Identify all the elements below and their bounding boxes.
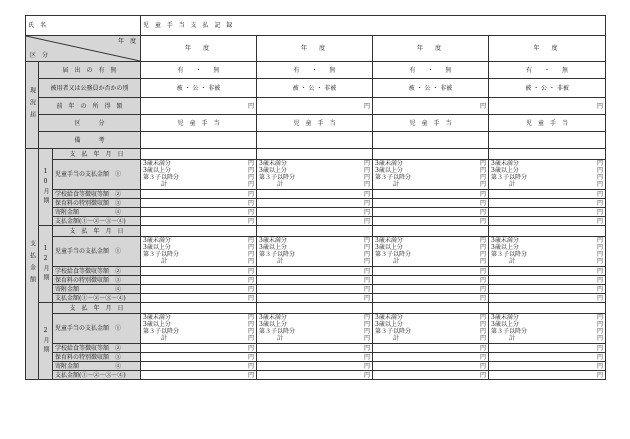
allowance-cell[interactable] (489, 160, 606, 190)
allowance-sub-label: 3歳未満分 (143, 314, 171, 321)
yen-unit: 円 (363, 328, 370, 335)
allowance-sub-label: 3歳以上分 (143, 321, 171, 328)
allowance-sub-label: 3歳未満分 (491, 237, 519, 244)
yen-unit: 円 (597, 314, 604, 321)
deduction-label: 保育料の特別徴収額 ③ (53, 199, 141, 208)
period-month: 2 (42, 327, 49, 337)
allowance-total-label: 計 (393, 181, 400, 188)
yen-unit: 円 (479, 167, 486, 174)
deduction-cell[interactable]: 円 (257, 217, 373, 226)
allowance-sub-label: 第３子以降分 (491, 328, 528, 335)
yen-unit: 円 (247, 328, 254, 335)
period-month: 12 (42, 245, 49, 265)
allowance-sub-label: 3歳未満分 (375, 314, 403, 321)
yen-unit: 円 (363, 237, 370, 244)
period-label (39, 226, 53, 303)
deduction-cell[interactable]: 円 (257, 294, 373, 303)
name-label: 氏 名 (26, 16, 141, 36)
yen-unit: 円 (363, 181, 370, 188)
deduction-label: 寄附金額 ④ (53, 285, 141, 294)
status-row-value[interactable]: 円 (141, 98, 257, 115)
deduction-cell[interactable]: 円 (373, 190, 489, 199)
deduction-cell[interactable]: 円 (257, 208, 373, 217)
status-row-value[interactable]: 有 ・ 無 (141, 62, 257, 79)
deduction-cell[interactable]: 円 (489, 199, 606, 208)
category-label: 区 分 (30, 52, 49, 59)
allowance-cell[interactable] (141, 160, 257, 190)
year-cell[interactable]: 年 度 (257, 36, 373, 62)
deduction-cell[interactable]: 円 (257, 267, 373, 276)
yen-unit: 円 (479, 314, 486, 321)
deduction-label: 支払金額(①－②－③－④) (53, 217, 141, 226)
allowance-sub-label: 第３子以降分 (491, 174, 528, 181)
allowance-sub-label: 3歳未満分 (375, 237, 403, 244)
status-row-value[interactable] (373, 132, 489, 149)
yen-unit: 円 (479, 335, 486, 342)
allowance-sub-label: 第３子以降分 (259, 174, 296, 181)
yen-unit: 円 (247, 321, 254, 328)
allowance-total-label: 計 (161, 335, 168, 342)
deduction-cell[interactable]: 円 (373, 344, 489, 353)
allowance-total-label: 計 (509, 258, 516, 265)
allowance-sub-label: 3歳以上分 (143, 167, 171, 174)
allowance-total-label: 計 (393, 258, 400, 265)
period-suffix: 月期 (42, 188, 49, 206)
payment-date-label: 支 払 年 月 日 (53, 303, 141, 314)
status-row-value[interactable]: 児 童 手 当 (489, 115, 606, 132)
allowance-cell[interactable] (489, 314, 606, 344)
allowance-sub-label: 第３子以降分 (143, 328, 180, 335)
deduction-label: 学校給食等徴収等額 ② (53, 190, 141, 199)
deduction-cell[interactable]: 円 (489, 285, 606, 294)
deduction-cell[interactable]: 円 (141, 344, 257, 353)
payment-date-cell[interactable] (141, 149, 257, 160)
allowance-sub-label: 3歳未満分 (259, 237, 287, 244)
deduction-label: 保育料の特別徴収額 ③ (53, 276, 141, 285)
status-row-label: 被用者又は公務員か否かの別 (39, 79, 141, 98)
yen-unit: 円 (479, 237, 486, 244)
allowance-sub-label: 3歳未満分 (259, 160, 287, 167)
deduction-cell[interactable]: 円 (257, 344, 373, 353)
allowance-sub-label: 3歳未満分 (259, 314, 287, 321)
allowance-label: 児童手当の支払金額 ① (53, 160, 141, 190)
yen-unit: 円 (597, 244, 604, 251)
payment-date-label: 支 払 年 月 日 (53, 149, 141, 160)
deduction-cell[interactable]: 円 (489, 276, 606, 285)
yen-unit: 円 (479, 328, 486, 335)
allowance-cell[interactable] (257, 160, 373, 190)
allowance-sub-label: 3歳未満分 (491, 160, 519, 167)
allowance-sub-label: 3歳以上分 (259, 321, 287, 328)
allowance-sub-label: 第３子以降分 (375, 251, 412, 258)
yen-unit: 円 (479, 258, 486, 265)
payment-date-cell[interactable] (257, 149, 373, 160)
deduction-cell[interactable]: 円 (257, 371, 373, 380)
payment-record-table (25, 15, 606, 380)
yen-unit: 円 (363, 314, 370, 321)
payment-date-label: 支 払 年 月 日 (53, 226, 141, 237)
deduction-cell[interactable]: 円 (141, 276, 257, 285)
allowance-sub-label: 第３子以降分 (375, 174, 412, 181)
payment-date-cell[interactable] (373, 149, 489, 160)
yen-unit: 円 (247, 160, 254, 167)
status-row-value[interactable] (489, 132, 606, 149)
deduction-label: 支払金額(①－②－③－④) (53, 371, 141, 380)
deduction-cell[interactable]: 円 (373, 285, 489, 294)
deduction-cell[interactable]: 円 (257, 199, 373, 208)
deduction-cell[interactable]: 円 (141, 217, 257, 226)
allowance-sub-label: 3歳以上分 (491, 167, 519, 174)
allowance-label: 児童手当の支払金額 ① (53, 314, 141, 344)
allowance-sub-label: 3歳以上分 (259, 167, 287, 174)
yen-unit: 円 (597, 181, 604, 188)
status-row-value[interactable]: 円 (373, 98, 489, 115)
yen-unit: 円 (363, 167, 370, 174)
deduction-cell[interactable]: 円 (141, 362, 257, 371)
deduction-cell[interactable]: 円 (489, 294, 606, 303)
status-row-value[interactable]: 円 (489, 98, 606, 115)
allowance-total-label: 計 (161, 181, 168, 188)
allowance-total-label: 計 (277, 181, 284, 188)
allowance-sub-label: 3歳未満分 (491, 314, 519, 321)
allowance-cell[interactable] (257, 237, 373, 267)
allowance-cell[interactable] (373, 314, 489, 344)
status-row-value[interactable]: 被 ・ 公 ・ 非被 (373, 79, 489, 98)
status-row-value[interactable]: 児 童 手 当 (141, 115, 257, 132)
payment-record-sheet (25, 15, 605, 414)
deduction-label: 支払金額(①－②－③－④) (53, 294, 141, 303)
deduction-cell[interactable]: 円 (141, 285, 257, 294)
allowance-label: 児童手当の支払金額 ① (53, 237, 141, 267)
deduction-cell[interactable]: 円 (489, 353, 606, 362)
deduction-cell[interactable]: 円 (257, 190, 373, 199)
allowance-total-label: 計 (277, 258, 284, 265)
yen-unit: 円 (247, 237, 254, 244)
deduction-cell[interactable]: 円 (373, 208, 489, 217)
yen-unit: 円 (363, 258, 370, 265)
allowance-sub-label: 3歳以上分 (375, 167, 403, 174)
yen-unit: 円 (363, 335, 370, 342)
period-suffix: 月期 (42, 337, 49, 355)
payment-date-cell[interactable] (257, 303, 373, 314)
period-label (39, 303, 53, 380)
period-suffix: 月期 (42, 265, 49, 283)
yen-unit: 円 (597, 251, 604, 258)
yen-unit: 円 (479, 181, 486, 188)
yen-unit: 円 (597, 321, 604, 328)
status-row-value[interactable]: 児 童 手 当 (257, 115, 373, 132)
yen-unit: 円 (597, 167, 604, 174)
payment-date-cell[interactable] (373, 226, 489, 237)
allowance-sub-label: 第３子以降分 (143, 174, 180, 181)
payment-date-cell[interactable] (489, 226, 606, 237)
year-cell[interactable]: 年 度 (489, 36, 606, 62)
allowance-sub-label: 第３子以降分 (375, 328, 412, 335)
yen-unit: 円 (363, 244, 370, 251)
allowance-cell[interactable] (141, 314, 257, 344)
yen-unit: 円 (597, 328, 604, 335)
yen-unit: 円 (363, 174, 370, 181)
deduction-label: 寄附金額 ④ (53, 362, 141, 371)
yen-unit: 円 (363, 251, 370, 258)
status-row-value[interactable]: 円 (257, 98, 373, 115)
allowance-sub-label: 3歳未満分 (143, 160, 171, 167)
yen-unit: 円 (479, 174, 486, 181)
deduction-cell[interactable]: 円 (373, 217, 489, 226)
deduction-label: 学校給食等徴収等額 ② (53, 267, 141, 276)
yen-unit: 円 (247, 335, 254, 342)
yen-unit: 円 (247, 167, 254, 174)
deduction-cell[interactable]: 円 (141, 353, 257, 362)
deduction-cell[interactable]: 円 (141, 294, 257, 303)
form-title: 児 童 手 当 支 払 記 録 (141, 16, 606, 36)
yen-unit: 円 (247, 181, 254, 188)
deduction-cell[interactable]: 円 (489, 208, 606, 217)
status-row-value[interactable]: 有 ・ 無 (373, 62, 489, 79)
allowance-sub-label: 3歳未満分 (143, 237, 171, 244)
yen-unit: 円 (363, 160, 370, 167)
allowance-total-label: 計 (509, 335, 516, 342)
payment-date-cell[interactable] (141, 303, 257, 314)
allowance-sub-label: 3歳以上分 (375, 244, 403, 251)
yen-unit: 円 (479, 160, 486, 167)
yen-unit: 円 (597, 174, 604, 181)
yen-unit: 円 (247, 244, 254, 251)
deduction-cell[interactable]: 円 (489, 267, 606, 276)
deduction-cell[interactable]: 円 (489, 371, 606, 380)
deduction-cell[interactable]: 円 (257, 362, 373, 371)
deduction-label: 寄附金額 ④ (53, 208, 141, 217)
allowance-sub-label: 3歳以上分 (375, 321, 403, 328)
deduction-cell[interactable]: 円 (373, 294, 489, 303)
payment-date-cell[interactable] (373, 303, 489, 314)
deduction-cell[interactable]: 円 (373, 362, 489, 371)
allowance-total-label: 計 (509, 181, 516, 188)
allowance-cell[interactable] (489, 237, 606, 267)
yen-unit: 円 (597, 335, 604, 342)
period-label (39, 149, 53, 226)
allowance-sub-label: 第３子以降分 (259, 251, 296, 258)
deduction-cell[interactable]: 円 (373, 276, 489, 285)
allowance-sub-label: 3歳以上分 (259, 244, 287, 251)
deduction-cell[interactable]: 円 (141, 199, 257, 208)
payment-date-cell[interactable] (141, 226, 257, 237)
yen-unit: 円 (597, 160, 604, 167)
status-row-label: 備 考 (39, 132, 141, 149)
allowance-sub-label: 3歳以上分 (491, 244, 519, 251)
allowance-cell[interactable] (257, 314, 373, 344)
status-row-value[interactable] (257, 132, 373, 149)
year-category-header (26, 36, 141, 62)
yen-unit: 円 (479, 321, 486, 328)
payment-date-cell[interactable] (489, 149, 606, 160)
deduction-cell[interactable]: 円 (373, 199, 489, 208)
yen-unit: 円 (479, 244, 486, 251)
yen-unit: 円 (247, 251, 254, 258)
deduction-cell[interactable]: 円 (489, 344, 606, 353)
deduction-cell[interactable]: 円 (257, 285, 373, 294)
deduction-cell[interactable]: 円 (141, 371, 257, 380)
allowance-cell[interactable] (373, 237, 489, 267)
deduction-cell[interactable]: 円 (373, 371, 489, 380)
allowance-total-label: 計 (393, 335, 400, 342)
period-month: 10 (42, 168, 49, 188)
status-row-label: 区 分 (39, 115, 141, 132)
status-row-value[interactable]: 有 ・ 無 (257, 62, 373, 79)
payment-date-cell[interactable] (489, 303, 606, 314)
status-row-label: 前 年 の 所 得 額 (39, 98, 141, 115)
status-row-value[interactable]: 被 ・ 公 ・ 非被 (489, 79, 606, 98)
deduction-cell[interactable]: 円 (489, 362, 606, 371)
deduction-label: 学校給食等徴収等額 ② (53, 344, 141, 353)
allowance-total-label: 計 (277, 335, 284, 342)
allowance-sub-label: 第３子以降分 (259, 328, 296, 335)
allowance-sub-label: 3歳以上分 (143, 244, 171, 251)
status-section-label: 現況届 (26, 62, 39, 149)
deduction-label: 保育料の特別徴収額 ③ (53, 353, 141, 362)
status-row-label: 届 出 の 有 無 (39, 62, 141, 79)
deduction-cell[interactable]: 円 (257, 276, 373, 285)
yen-unit: 円 (479, 251, 486, 258)
allowance-cell[interactable] (373, 160, 489, 190)
status-row-value[interactable]: 被 ・ 公 ・ 非被 (257, 79, 373, 98)
deduction-cell[interactable]: 円 (141, 208, 257, 217)
deduction-cell[interactable]: 円 (489, 217, 606, 226)
deduction-cell[interactable]: 円 (373, 267, 489, 276)
allowance-cell[interactable] (141, 237, 257, 267)
status-row-value[interactable]: 児 童 手 当 (373, 115, 489, 132)
deduction-cell[interactable]: 円 (141, 267, 257, 276)
yen-unit: 円 (247, 258, 254, 265)
year-label: 年 度 (117, 38, 136, 45)
yen-unit: 円 (247, 314, 254, 321)
status-row-value[interactable]: 被 ・ 公 ・ 非被 (141, 79, 257, 98)
allowance-sub-label: 第３子以降分 (491, 251, 528, 258)
allowance-total-label: 計 (161, 258, 168, 265)
allowance-sub-label: 3歳以上分 (491, 321, 519, 328)
yen-unit: 円 (247, 174, 254, 181)
yen-unit: 円 (363, 321, 370, 328)
year-cell[interactable]: 年 度 (141, 36, 257, 62)
payment-section-label: 支払金額 (26, 149, 39, 380)
deduction-cell[interactable]: 円 (373, 353, 489, 362)
deduction-cell[interactable]: 円 (257, 353, 373, 362)
allowance-sub-label: 3歳未満分 (375, 160, 403, 167)
year-cell[interactable]: 年 度 (373, 36, 489, 62)
deduction-cell[interactable]: 円 (141, 190, 257, 199)
yen-unit: 円 (597, 258, 604, 265)
payment-date-cell[interactable] (257, 226, 373, 237)
allowance-sub-label: 第３子以降分 (143, 251, 180, 258)
status-row-value[interactable] (141, 132, 257, 149)
yen-unit: 円 (597, 237, 604, 244)
status-row-value[interactable]: 有 ・ 無 (489, 62, 606, 79)
deduction-cell[interactable]: 円 (489, 190, 606, 199)
